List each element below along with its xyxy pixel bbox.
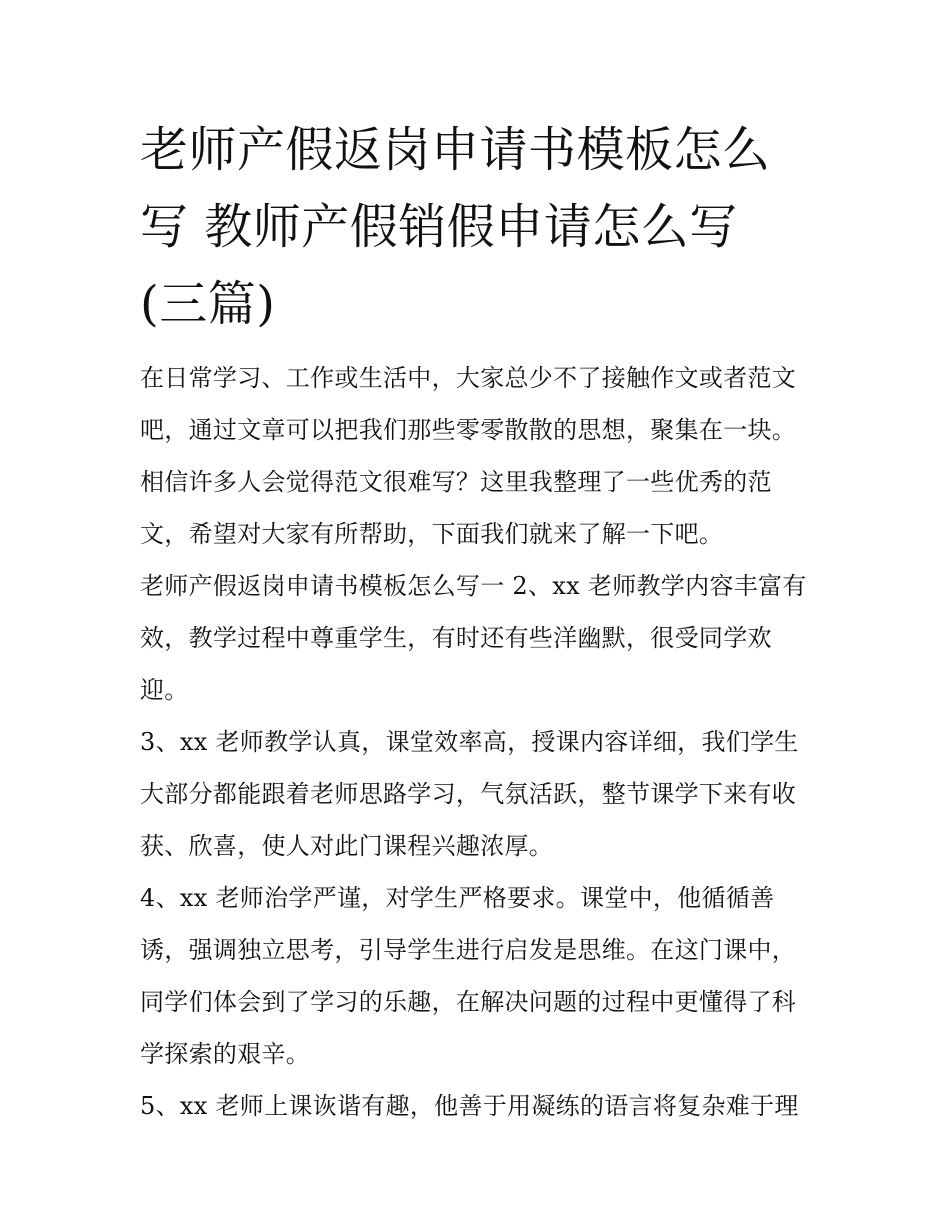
body-line: 文，希望对大家有所帮助，下面我们就来了解一下吧。 (140, 520, 724, 548)
body-line: 5、xx 老师上课诙谐有趣，他善于用凝练的语言将复杂难于理 (140, 1092, 799, 1120)
body-line: 学探索的艰辛。 (140, 1040, 311, 1068)
body-line: 吧，通过文章可以把我们那些零零散散的思想，聚集在一块。 (140, 416, 797, 444)
body-line: 同学们体会到了学习的乐趣，在解决问题的过程中更懂得了科 (140, 988, 797, 1016)
body-line: 获、欣喜，使人对此门课程兴趣浓厚。 (140, 832, 554, 860)
body-line: 效，教学过程中尊重学生，有时还有些洋幽默，很受同学欢 (140, 624, 772, 652)
body-line: 在日常学习、工作或生活中，大家总少不了接触作文或者范文 (140, 364, 797, 392)
body-line: 3、xx 老师教学认真，课堂效率高，授课内容详细，我们学生 (140, 728, 799, 756)
body-line: 迎。 (140, 676, 189, 704)
body-line: 大部分都能跟着老师思路学习，气氛活跃，整节课学下来有收 (140, 780, 797, 808)
title-line: 写 教师产假销假申请怎么写 (140, 199, 738, 255)
body-line: 诱，强调独立思考，引导学生进行启发是思维。在这门课中， (140, 936, 797, 964)
title-line: 老师产假返岗申请书模板怎么 (140, 122, 771, 178)
document-body (140, 352, 830, 1132)
title-line: (三篇) (140, 276, 276, 332)
body-line: 相信许多人会觉得范文很难写？这里我整理了一些优秀的范 (140, 468, 772, 496)
body-line: 老师产假返岗申请书模板怎么写一 2、xx 老师教学内容丰富有 (140, 572, 807, 600)
page-title (140, 112, 820, 343)
body-line: 4、xx 老师治学严谨，对学生严格要求。课堂中，他循循善 (140, 884, 775, 912)
